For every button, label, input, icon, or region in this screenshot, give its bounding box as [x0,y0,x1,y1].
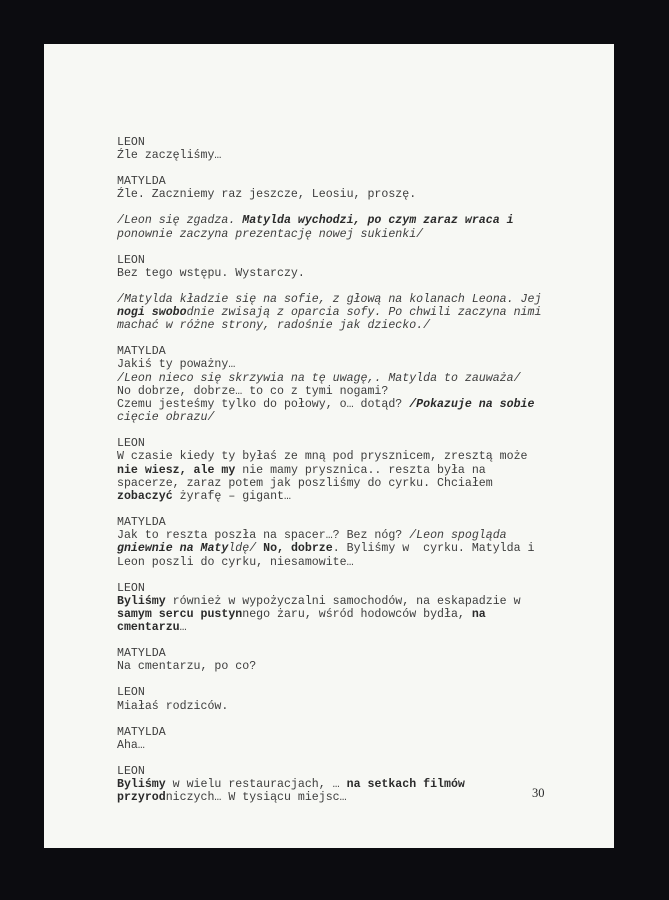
speaker-name: MATYLDA [117,345,166,359]
dialogue-text: Bez tego wstępu. Wystarczy. [117,266,305,280]
dialogue-text: samym sercu pustyn [117,608,243,622]
stage-direction-block [117,293,567,333]
script-line [117,372,567,385]
dialogue-text: No dobrze, dobrze… to co z tymi nogami? [117,384,389,398]
dialogue-text: nie wiesz, ale my [117,463,236,477]
dialogue-text: na [471,608,486,622]
script-line [117,529,567,542]
stage-direction-text: dnie zwisają z oparcia sofy. Po chwili zaczyna nimi [186,306,542,320]
dialogue-block [117,136,567,162]
script-line [117,411,567,424]
script-line [117,214,567,227]
script-line [117,791,567,804]
stage-direction-text: /Pokazuje na sobie [409,398,535,412]
dialogue-block [117,726,567,752]
dialogue-text: zobaczyć [117,490,173,504]
script-line [117,700,567,713]
script-line [117,267,567,280]
dialogue-block [117,765,567,805]
dialogue-block [117,437,567,503]
script-line [117,188,567,201]
stage-direction-text: /Leon spogląda [409,529,507,543]
speaker-name: LEON [117,253,145,267]
dialogue-text: W czasie kiedy ty byłaś ze mną pod prysznicem, zresztą może [117,450,528,464]
dialogue-text: Na cmentarzu, po co? [117,660,257,674]
stage-direction-text: ponownie zaczyna prezentację nowej sukienki/ [117,227,424,241]
stage-direction-text: nogi swobo [117,306,187,320]
page-number: 30 [532,786,545,800]
dialogue-text: Jak to reszta poszła na spacer…? Bez nóg? [117,529,410,543]
dialogue-text: na setkach filmów [346,778,465,792]
dialogue-text: Jakiś ty poważny… [117,358,236,372]
dialogue-text: cmentarzu [117,621,180,635]
script-line [117,542,567,555]
dialogue-text: żyrafę – gigant… [172,490,291,504]
stage-direction-text: cięcie obrazu/ [117,411,215,425]
script-line [117,358,567,371]
dialogue-text: spacerze, zaraz potem jak poszliśmy do cyrku. Chciałem [117,476,493,490]
script-line [117,660,567,673]
stage-direction-text: /Leon się zgadza. [117,214,243,228]
dialogue-text: . Byliśmy w cyrku. Matylda i [332,542,535,556]
script-line [117,556,567,569]
script-page [44,44,614,848]
speaker-name: MATYLDA [117,175,166,189]
dialogue-text: niczych… W tysiącu miejsc… [165,791,347,805]
dialogue-block [117,647,567,673]
dialogue-text: nie mamy prysznica.. reszta była na [235,463,486,477]
dialogue-block [117,516,567,569]
speaker-name: LEON [117,581,145,595]
stage-direction-block [117,214,567,240]
dialogue-text: w wielu restauracjach, … [165,778,347,792]
script-line [117,293,567,306]
script-body [117,136,567,817]
stage-direction-text: Matylda wychodzi, po czym zaraz wraca i [242,214,514,228]
speaker-name: LEON [117,764,145,778]
stage-direction-text: /Leon nieco się skrzywia na tę uwagę,. Matylda to zauważa/ [117,371,521,385]
script-line [117,149,567,162]
script-line [117,595,567,608]
dialogue-text: przyrod [117,791,166,805]
script-line [117,490,567,503]
speaker-name: LEON [117,136,145,149]
dialogue-text: Źle zaczęliśmy… [117,149,222,163]
script-line [117,739,567,752]
script-line [117,464,567,477]
speaker-name: MATYLDA [117,725,166,739]
stage-direction-text: /Matylda kładzie się na sofie, z głową na kolanach Leona. Jej [117,292,542,306]
dialogue-text: … [179,621,187,635]
script-line [117,319,567,332]
stage-direction-text: ldę/ [228,542,264,556]
dialogue-block [117,345,567,424]
speaker-name: MATYLDA [117,647,166,661]
script-line [117,385,567,398]
script-line [117,477,567,490]
speaker-name: LEON [117,437,145,451]
script-line [117,778,567,791]
dialogue-text: Źle. Zaczniemy raz jeszcze, Leosiu, proszę. [117,188,417,202]
dialogue-text: Aha… [117,738,145,752]
script-line [117,228,567,241]
stage-direction-text: machać w różne strony, radośnie jak dziecko./ [117,319,431,333]
dialogue-text: Byliśmy [117,778,166,792]
script-line [117,306,567,319]
stage-direction-text: gniewnie na Maty [117,542,229,556]
speaker-name: LEON [117,686,145,700]
script-line [117,398,567,411]
dialogue-text: Byliśmy [117,594,166,608]
speaker-name: MATYLDA [117,516,166,530]
script-line [117,608,567,621]
dialogue-text: Czemu jesteśmy tylko do połowy, o… dotąd? [117,398,410,412]
dialogue-text: No, dobrze [263,542,333,556]
dialogue-block [117,686,567,712]
dialogue-text: Miałaś rodziców. [117,699,229,713]
script-line [117,450,567,463]
dialogue-text: nego żaru, wśród hodowców bydła, [242,608,472,622]
dialogue-block [117,254,567,280]
script-line [117,621,567,634]
dialogue-text: Leon poszli do cyrku, niesamowite… [117,555,354,569]
dialogue-block [117,582,567,635]
dialogue-text: również w wypożyczalni samochodów, na eskapadzie w [165,594,521,608]
dialogue-block [117,175,567,201]
